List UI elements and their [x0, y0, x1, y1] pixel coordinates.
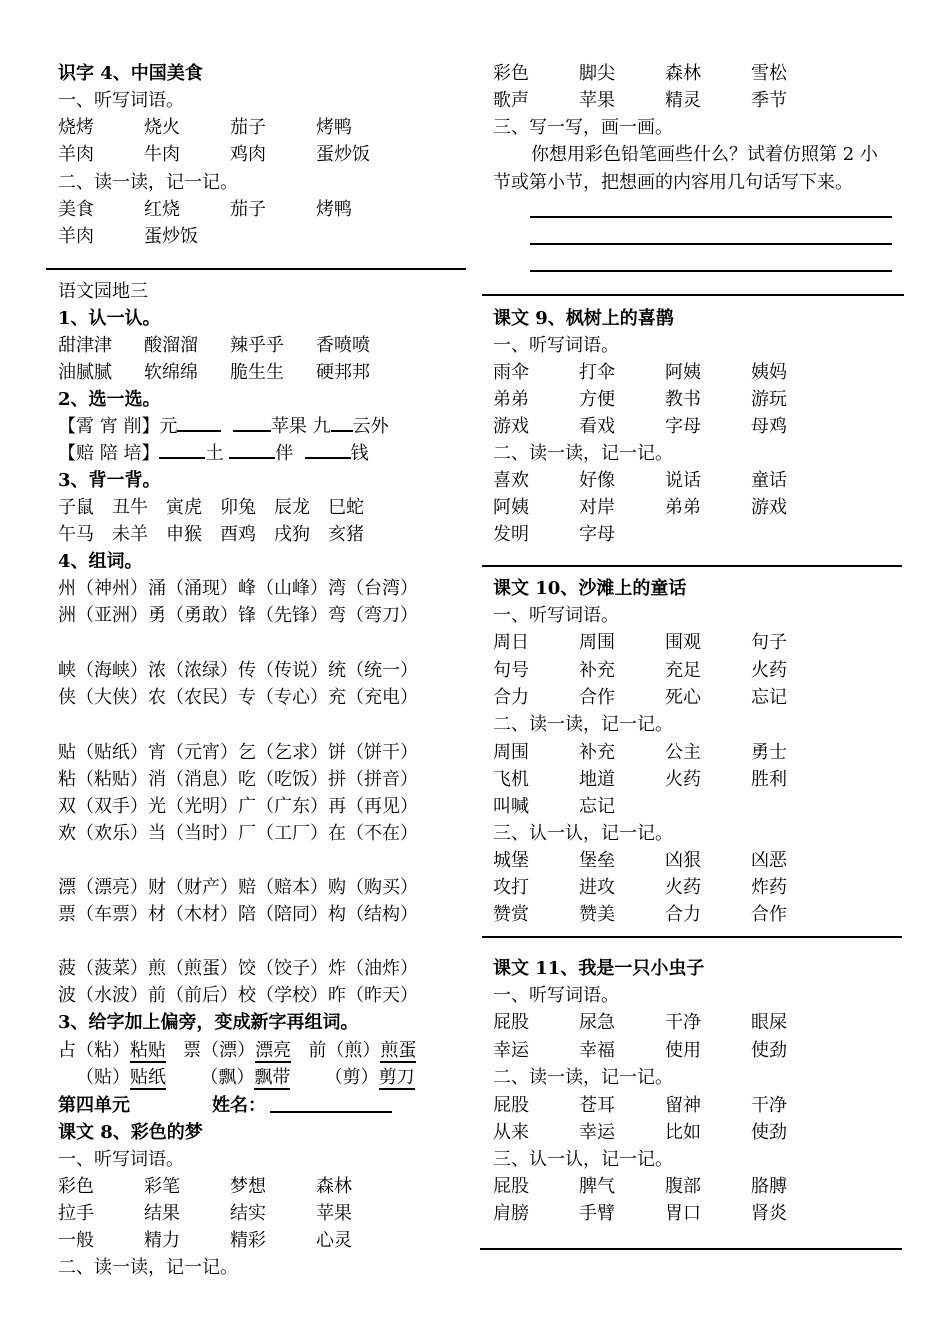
word-row: [493, 1200, 837, 1227]
word: 歌声: [493, 90, 529, 111]
word-row: [493, 1009, 837, 1036]
word-row: [493, 87, 837, 114]
word-row: [493, 494, 837, 521]
word: 周日: [493, 632, 529, 653]
radical-word: 飘带: [254, 1067, 291, 1088]
subheading: 三、认一认，记一记。: [493, 823, 673, 844]
group-word-line: 双（双手）光（光明）广（广东）再（再见）: [58, 796, 418, 817]
word: 腹部: [665, 1176, 701, 1197]
unit-label: 第四单元: [58, 1095, 130, 1116]
word: 彩色: [493, 63, 529, 84]
subheading: 二、读一读，记一记。: [493, 714, 673, 735]
subheading: 3、给字加上偏旁，变成新字再组词。: [58, 1012, 359, 1033]
word: 苹果: [316, 1203, 352, 1224]
word-row: [493, 793, 665, 820]
radical-word: 剪刀: [378, 1067, 415, 1088]
subheading: 1、认一认。: [58, 308, 161, 329]
word: 赞赏: [493, 904, 529, 925]
word-row: [493, 1092, 837, 1119]
word: 屁股: [493, 1095, 529, 1116]
word: 喜欢: [493, 470, 529, 491]
word-row: [493, 359, 837, 386]
zodiac-row: [58, 521, 382, 548]
word: 忘记: [751, 687, 787, 708]
word-row: [493, 1037, 837, 1064]
word: 茄子: [230, 199, 266, 220]
answer-blank[interactable]: [233, 416, 271, 432]
word: 胜利: [751, 769, 787, 790]
word: 姨妈: [751, 362, 787, 383]
word-row: [493, 1119, 837, 1146]
word-row: [58, 1173, 402, 1200]
word: 充足: [665, 660, 701, 681]
word: 凶恶: [751, 850, 787, 871]
word-row: [493, 874, 837, 901]
choice-row: [58, 440, 369, 467]
word: 结实: [230, 1203, 266, 1224]
word: 留神: [665, 1095, 701, 1116]
word-row: [493, 60, 837, 87]
word: 城堡: [493, 850, 529, 871]
group-word-line: 菠（菠菜）煎（煎蛋）饺（饺子）炸（油炸）: [58, 958, 418, 979]
word: 干净: [751, 1095, 787, 1116]
word: 凶狠: [665, 850, 701, 871]
word: 句子: [751, 632, 787, 653]
word: 周围: [493, 742, 529, 763]
choice-text: 伴: [275, 443, 294, 464]
word: 发明: [493, 524, 529, 545]
word: 看戏: [579, 416, 615, 437]
word: 进攻: [579, 877, 615, 898]
word-row: [493, 467, 837, 494]
word: 烤鸭: [316, 117, 352, 138]
word: 好像: [579, 470, 615, 491]
word: 字母: [665, 416, 701, 437]
word: 叫喊: [493, 796, 529, 817]
word: 脆生生: [230, 362, 284, 383]
word-row: [493, 766, 837, 793]
word-row: [493, 386, 837, 413]
word: 鸡肉: [230, 144, 266, 165]
group-word-line: 洲（亚洲）勇（勇敢）锋（先锋）弯（弯刀）: [58, 605, 418, 626]
word: 精彩: [230, 1230, 266, 1251]
group-word-line: 欢（欢乐）当（当时）厂（工厂）在（不在）: [58, 823, 418, 844]
word-row: [493, 657, 837, 684]
subheading: 三、写一写，画一画。: [493, 117, 673, 138]
word-row: [58, 114, 402, 141]
choice-text: 苹果 九: [270, 416, 331, 437]
section-divider: [482, 936, 902, 938]
word: 屁股: [493, 1176, 529, 1197]
word: 合力: [493, 687, 529, 708]
word-row: [58, 332, 402, 359]
word: 手臂: [579, 1203, 615, 1224]
zodiac-row: [58, 494, 382, 521]
prompt-text: 节或第小节，把想画的内容用几句话写下来。: [493, 172, 853, 193]
radical-char: （剪）: [324, 1067, 379, 1088]
answer-blank[interactable]: [177, 416, 221, 432]
word: 火药: [751, 660, 787, 681]
word: 使劲: [751, 1122, 787, 1143]
word: 火药: [665, 877, 701, 898]
radical-char: （贴）: [76, 1067, 130, 1088]
word: 苹果: [579, 90, 615, 111]
zodiac-word: 未羊: [112, 524, 148, 545]
word: 辣乎乎: [230, 335, 284, 356]
radical-char: 占（粘）: [58, 1040, 130, 1061]
radical-word: 煎蛋: [380, 1040, 417, 1061]
section-divider: [46, 268, 466, 270]
subheading: 二、读一读，记一记。: [493, 1067, 673, 1088]
word-row: [493, 1173, 837, 1200]
word: 胃口: [665, 1203, 701, 1224]
word: 梦想: [230, 1176, 266, 1197]
word: 脾气: [579, 1176, 615, 1197]
zodiac-word: 辰龙: [274, 497, 310, 518]
subheading: 一、听写词语。: [493, 985, 619, 1006]
radical-char: 前（煎）: [308, 1040, 381, 1061]
word: 干净: [665, 1012, 701, 1033]
word: 公主: [665, 742, 701, 763]
answer-blank[interactable]: [229, 443, 275, 459]
word: 季节: [751, 90, 787, 111]
word: 彩笔: [144, 1176, 180, 1197]
subheading: 二、读一读，记一记。: [58, 1257, 238, 1278]
choice-text: 元: [159, 416, 178, 437]
choice-bracket: 【赔 陪 培】: [58, 443, 160, 464]
word: 软绵绵: [144, 362, 198, 383]
word: 打伞: [579, 362, 615, 383]
choice-text: 钱: [350, 443, 369, 464]
word: 补充: [579, 742, 615, 763]
word: 勇士: [751, 742, 787, 763]
word: 一般: [58, 1230, 94, 1251]
subheading: 一、听写词语。: [58, 1149, 184, 1170]
zodiac-word: 子鼠: [58, 497, 94, 518]
word-row: [493, 629, 837, 656]
word-row: [493, 413, 837, 440]
word: 结果: [144, 1203, 180, 1224]
word: 油腻腻: [58, 362, 112, 383]
subheading: 一、听写词语。: [58, 90, 184, 111]
word-row: [58, 359, 402, 386]
word-row: [58, 196, 402, 223]
word: 母鸡: [751, 416, 787, 437]
subheading: 4、组词。: [58, 551, 143, 572]
zodiac-word: 丑牛: [112, 497, 148, 518]
group-word-line: 波（水波）前（前后）校（学校）昨（昨天）: [58, 985, 418, 1006]
word: 弟弟: [665, 497, 701, 518]
word: 说话: [665, 470, 701, 491]
writing-line[interactable]: [530, 216, 892, 218]
word: 脚尖: [579, 63, 615, 84]
choice-row: [58, 413, 389, 440]
group-word-line: 粘（粘贴）消（消息）吃（吃饭）拼（拼音）: [58, 769, 418, 790]
word-row: [493, 847, 837, 874]
word: 对岸: [579, 497, 615, 518]
writing-line[interactable]: [530, 270, 892, 272]
word: 精力: [144, 1230, 180, 1251]
word: 炸药: [751, 877, 787, 898]
word: 合力: [665, 904, 701, 925]
zodiac-word: 酉鸡: [220, 524, 256, 545]
word: 合作: [579, 687, 615, 708]
zodiac-word: 巳蛇: [328, 497, 364, 518]
name-blank[interactable]: [270, 1111, 392, 1113]
word: 雨伞: [493, 362, 529, 383]
word: 教书: [665, 389, 701, 410]
subheading: 一、听写词语。: [493, 605, 619, 626]
zodiac-word: 申猴: [166, 524, 202, 545]
word: 尿急: [579, 1012, 615, 1033]
word: 烤鸭: [316, 199, 352, 220]
word: 胳膊: [751, 1176, 787, 1197]
writing-line[interactable]: [530, 243, 892, 245]
word: 飞机: [493, 769, 529, 790]
answer-blank[interactable]: [331, 416, 353, 432]
word: 硬邦邦: [316, 362, 370, 383]
radical-word: 漂亮: [255, 1040, 292, 1061]
word: 雪松: [751, 63, 787, 84]
word: 肾炎: [751, 1203, 787, 1224]
word-row: [493, 521, 665, 548]
subheading: 三、认一认，记一记。: [493, 1149, 673, 1170]
word-row: [58, 141, 402, 168]
word: 香喷喷: [316, 335, 370, 356]
word: 烧火: [144, 117, 180, 138]
section-title: 语文园地三: [58, 281, 148, 302]
word: 地道: [579, 769, 615, 790]
word: 精灵: [665, 90, 701, 111]
section-divider: [482, 294, 904, 296]
word: 彩色: [58, 1176, 94, 1197]
word: 比如: [665, 1122, 701, 1143]
section-divider: [482, 565, 902, 567]
word: 周围: [579, 632, 615, 653]
name-label: 姓名：: [212, 1095, 266, 1116]
word: 游戏: [493, 416, 529, 437]
word-row: [493, 901, 837, 928]
word: 牛肉: [144, 144, 180, 165]
word: 游玩: [751, 389, 787, 410]
section-divider: [480, 1248, 902, 1250]
zodiac-word: 戌狗: [274, 524, 310, 545]
word: 围观: [665, 632, 701, 653]
word: 茄子: [230, 117, 266, 138]
word: 火药: [665, 769, 701, 790]
group-word-line: 贴（贴纸）宵（元宵）乞（乞求）饼（饼干）: [58, 742, 418, 763]
word: 童话: [751, 470, 787, 491]
radical-row: [76, 1064, 415, 1091]
group-word-line: 峡（海峡）浓（浓绿）传（传说）统（统一）: [58, 660, 418, 681]
word: 堡垒: [579, 850, 615, 871]
choice-text: 云外: [352, 416, 389, 437]
word: 肩膀: [493, 1203, 529, 1224]
word: 幸运: [493, 1040, 529, 1061]
word: 红烧: [144, 199, 180, 220]
word: 美食: [58, 199, 94, 220]
section-title: 课文 9、枫树上的喜鹊: [493, 308, 674, 329]
word: 甜津津: [58, 335, 112, 356]
word: 蛋炒饭: [316, 144, 370, 165]
answer-blank[interactable]: [159, 443, 205, 459]
word: 羊肉: [58, 226, 94, 247]
subheading: 二、读一读，记一记。: [493, 443, 673, 464]
zodiac-word: 亥猪: [328, 524, 364, 545]
zodiac-word: 卯兔: [220, 497, 256, 518]
prompt-text: 你想用彩色铅笔画些什么？试着仿照第 2 小: [531, 144, 878, 165]
group-word-line: 票（车票）材（木材）陪（陪同）构（结构）: [58, 904, 418, 925]
radical-row: [58, 1037, 416, 1064]
word: 烧烤: [58, 117, 94, 138]
group-word-line: 州（神州）涌（涌现）峰（山峰）湾（台湾）: [58, 578, 418, 599]
word: 忘记: [579, 796, 615, 817]
word: 句号: [493, 660, 529, 681]
word: 使劲: [751, 1040, 787, 1061]
radical-word: 贴纸: [130, 1067, 166, 1088]
word-row: [493, 684, 837, 711]
word: 合作: [751, 904, 787, 925]
section-title: 课文 8、彩色的梦: [58, 1122, 203, 1143]
word: 方便: [579, 389, 615, 410]
answer-blank[interactable]: [305, 443, 351, 459]
subheading: 3、背一背。: [58, 470, 161, 491]
word: 游戏: [751, 497, 787, 518]
choice-bracket: 【霄 宵 削】: [58, 416, 160, 437]
word: 屁股: [493, 1012, 529, 1033]
word: 拉手: [58, 1203, 94, 1224]
word: 酸溜溜: [144, 335, 198, 356]
word-row: [58, 1227, 402, 1254]
zodiac-word: 午马: [58, 524, 94, 545]
word: 蛋炒饭: [144, 226, 198, 247]
subheading: 2、选一选。: [58, 389, 161, 410]
word: 补充: [579, 660, 615, 681]
radical-word: 粘贴: [130, 1040, 166, 1061]
word-row: [58, 1200, 402, 1227]
word: 森林: [316, 1176, 352, 1197]
word: 死心: [665, 687, 701, 708]
section-title: 课文 10、沙滩上的童话: [493, 578, 687, 599]
word: 赞美: [579, 904, 615, 925]
word: 字母: [579, 524, 615, 545]
group-word-line: 漂（漂亮）财（财产）赔（赔本）购（购买）: [58, 877, 418, 898]
section-title: 课文 11、我是一只小虫子: [493, 958, 705, 979]
word: 弟弟: [493, 389, 529, 410]
word: 森林: [665, 63, 701, 84]
word: 阿姨: [665, 362, 701, 383]
word: 阿姨: [493, 497, 529, 518]
word: 从来: [493, 1122, 529, 1143]
word: 眼屎: [751, 1012, 787, 1033]
word-row: [493, 739, 837, 766]
word: 攻打: [493, 877, 529, 898]
radical-char: 票（漂）: [183, 1040, 256, 1061]
word: 使用: [665, 1040, 701, 1061]
radical-char: （飘）: [200, 1067, 255, 1088]
word: 幸福: [579, 1040, 615, 1061]
word: 幸运: [579, 1122, 615, 1143]
zodiac-word: 寅虎: [166, 497, 202, 518]
subheading: 二、读一读，记一记。: [58, 172, 238, 193]
word: 心灵: [316, 1230, 352, 1251]
choice-text: 土: [205, 443, 224, 464]
section-title: 识字 4、中国美食: [58, 63, 203, 84]
word-row: [58, 223, 230, 250]
group-word-line: 侠（大侠）农（农民）专（专心）充（充电）: [58, 687, 418, 708]
word: 苍耳: [579, 1095, 615, 1116]
word: 羊肉: [58, 144, 94, 165]
subheading: 一、听写词语。: [493, 335, 619, 356]
